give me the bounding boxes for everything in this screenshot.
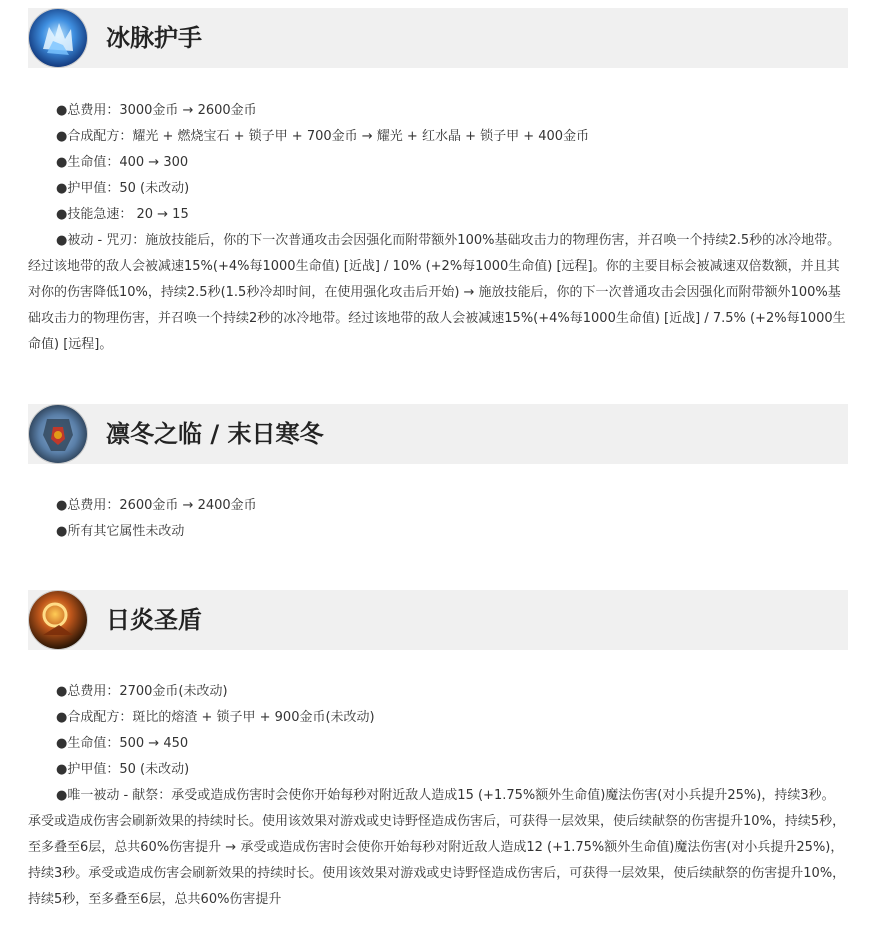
list-item: ●合成配方：斑比的熔渣 + 锁子甲 + 900金币(未改动) xyxy=(56,710,375,725)
list-item: ●总费用：3000金币 → 2600金币 xyxy=(56,103,257,118)
item-header xyxy=(28,590,848,650)
item-section-sunfire-aegis xyxy=(0,590,872,913)
winters-approach-icon xyxy=(28,404,88,464)
ice-gauntlet-icon xyxy=(28,8,88,68)
list-item: ●总费用：2700金币(未改动) xyxy=(56,684,228,699)
item-section-ice-gauntlet xyxy=(0,8,872,358)
item-change-list xyxy=(0,679,872,913)
item-header xyxy=(28,404,848,464)
list-item: ●护甲值：50 (未改动) xyxy=(56,181,190,196)
list-item: ●生命值：500 → 450 xyxy=(56,736,189,751)
passive-description: ●唯一被动 - 献祭：承受或造成伤害时会使你开始每秒对附近敌人造成15 (+1.75%额外生命值)魔法伤害(对小兵提升25%)，持续3秒。承受或造成伤害会刷新效果的持续时长。使用该效果对游戏或史诗野怪造成伤害后，可获得一层效果，使后续献祭的伤害提升10%，持续5秒，至多叠至6层，总共60%伤害提升 → 承受或造成伤害时会使你开始每秒对附近敌人造成12 (+1.75%额外生命值)魔法伤害(对小兵提升25%)，持续3秒。承受或造成伤害会刷新效果的持续时长。使用该效果对游戏或史诗野怪造成伤害后，可获得一层效果，使后续献祭的伤害提升10%，持续5秒，至多叠至6层，总共60%伤害提升 xyxy=(28,788,846,907)
item-title: 冰脉护手 xyxy=(106,24,202,52)
item-change-list xyxy=(0,493,872,545)
list-item: ●护甲值：50 (未改动) xyxy=(56,762,190,777)
passive-description: ●被动 - 咒刃：施放技能后，你的下一次普通攻击会因强化而附带额外100%基础攻击力的物理伤害，并召唤一个持续2.5秒的冰冷地带。经过该地带的敌人会被减速15%(+4%每1000生命值) [近战] / 10% (+2%每1000生命值) [远程]。你的主要目标会被减速双倍数额，并且其对你的伤害降低10%，持续2.5秒(1.5秒冷却时间，在使用强化攻击后开始) → 施放技能后，你的下一次普通攻击会因强化而附带额外100%基础攻击力的物理伤害，并召唤一个持续2秒的冰冷地带。经过该地带的敌人会被减速15%(+4%每1000生命值) [近战] / 7.5% (+2%每1000生命值) [远程]。 xyxy=(28,233,846,352)
sunfire-aegis-icon xyxy=(28,590,88,650)
list-item: ●生命值：400 → 300 xyxy=(56,155,189,170)
list-item: ●总费用：2600金币 → 2400金币 xyxy=(56,498,257,513)
list-item: ●合成配方：耀光 + 燃烧宝石 + 锁子甲 + 700金币 → 耀光 + 红水晶 + 锁子甲 + 400金币 xyxy=(56,129,590,144)
item-title: 凛冬之临 / 末日寒冬 xyxy=(106,420,324,448)
item-header xyxy=(28,8,848,68)
list-item: ●技能急速： 20 → 15 xyxy=(56,207,189,222)
list-item: ●所有其它属性未改动 xyxy=(56,524,185,539)
item-title: 日炎圣盾 xyxy=(106,606,202,634)
item-change-list xyxy=(0,98,872,358)
item-section-winters-approach xyxy=(0,404,872,545)
